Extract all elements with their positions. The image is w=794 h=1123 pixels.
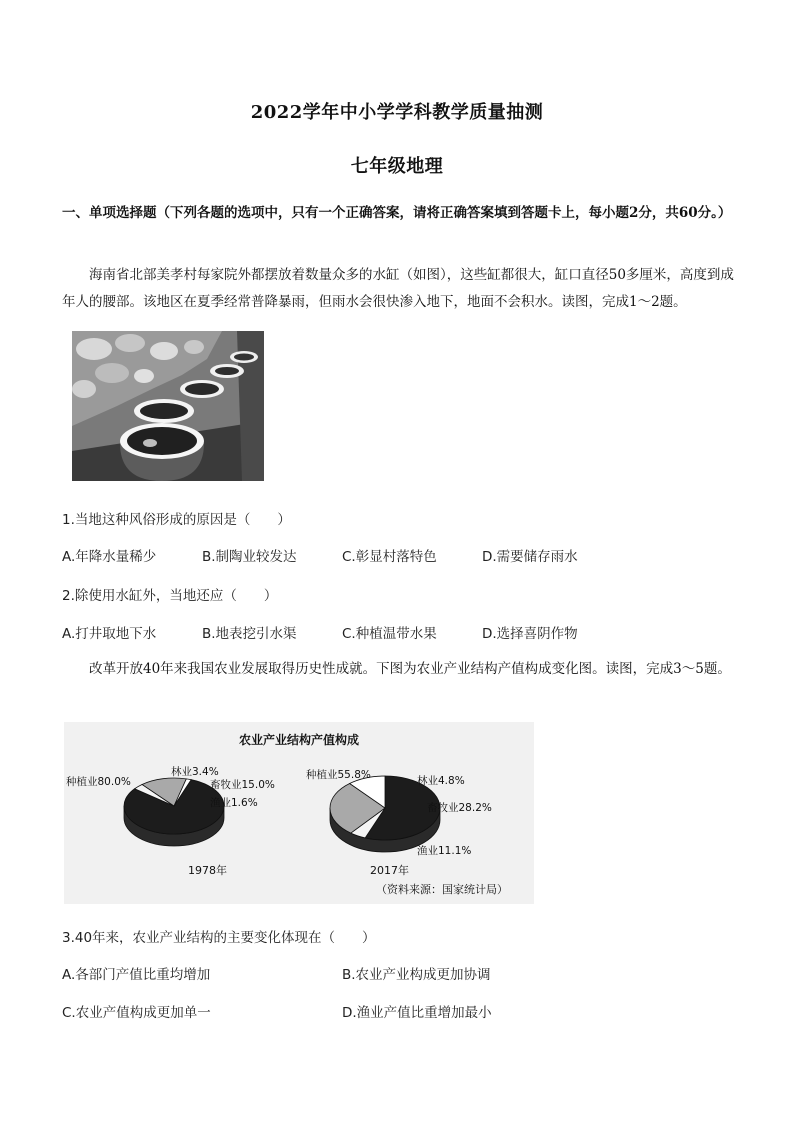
- section-heading: 一、单项选择题（下列各题的选项中，只有一个正确答案，请将正确答案填到答题卡上，每小题2分，共60分。）: [62, 205, 732, 221]
- page-subtitle: 七年级地理: [350, 156, 444, 177]
- pie-label-0-0: 种植业80.0%: [66, 776, 131, 788]
- question-1: 1.当地这种风俗形成的原因是（ ）: [62, 512, 291, 528]
- pie-label-1-1: 林业4.8%: [417, 775, 465, 787]
- water-jar-photo-image: [72, 331, 264, 481]
- q2-option-d[interactable]: D.选择喜阴作物: [482, 626, 578, 642]
- pie-label-0-3: 渔业1.6%: [210, 797, 258, 809]
- pie-label-0-2: 畜牧业15.0%: [210, 779, 275, 791]
- question-2: 2.除使用水缸外，当地还应（ ）: [62, 588, 278, 604]
- question-3: 3.40年来，农业产业结构的主要变化体现在（ ）: [62, 930, 376, 946]
- pie-chart-svg: [64, 722, 534, 904]
- q3-option-c[interactable]: C.农业产值构成更加单一: [62, 1005, 211, 1021]
- data-source: （资料来源：国家统计局）: [376, 883, 508, 896]
- pie-label-1-0: 种植业55.8%: [306, 769, 371, 781]
- year-label-1978: 1978年: [188, 864, 227, 877]
- year-label-2017: 2017年: [370, 864, 409, 877]
- q2-option-c[interactable]: C.种植温带水果: [342, 626, 437, 642]
- page-title: 2022学年中小学学科教学质量抽测: [250, 102, 544, 123]
- pie-label-0-1: 林业3.4%: [171, 766, 219, 778]
- q1-option-d[interactable]: D.需要储存雨水: [482, 549, 578, 565]
- passage-2: 改革开放40年来我国农业发展取得历史性成就。下图为农业产业结构产值构成变化图。读图，完成3～5题。: [89, 661, 731, 677]
- pie-label-1-2: 畜牧业28.2%: [427, 802, 492, 814]
- q3-option-d[interactable]: D.渔业产值比重增加最小: [342, 1005, 492, 1021]
- passage-1: 海南省北部美孝村每家院外都摆放着数量众多的水缸（如图），这些缸都很大，缸口直径50多厘米，高度到成年人的腰部。该地区在夏季经常普降暴雨，但雨水会很快渗入地下，地面不会积水。读图，完成1～2题。: [62, 267, 734, 310]
- agriculture-structure-figure: [64, 722, 534, 904]
- q2-option-a[interactable]: A.打井取地下水: [62, 626, 157, 642]
- pie-label-1-3: 渔业11.1%: [417, 845, 472, 857]
- q1-option-c[interactable]: C.彰显村落特色: [342, 549, 437, 565]
- chart-title: 农业产业结构产值构成: [238, 733, 360, 747]
- q1-option-b[interactable]: B.制陶业较发达: [202, 549, 297, 565]
- q2-option-b[interactable]: B.地表挖引水渠: [202, 626, 297, 642]
- q1-option-a[interactable]: A.年降水量稀少: [62, 549, 157, 565]
- q3-option-b[interactable]: B.农业产业构成更加协调: [342, 967, 491, 983]
- q3-option-a[interactable]: A.各部门产值比重均增加: [62, 967, 211, 983]
- water-jar-photo: [72, 331, 264, 481]
